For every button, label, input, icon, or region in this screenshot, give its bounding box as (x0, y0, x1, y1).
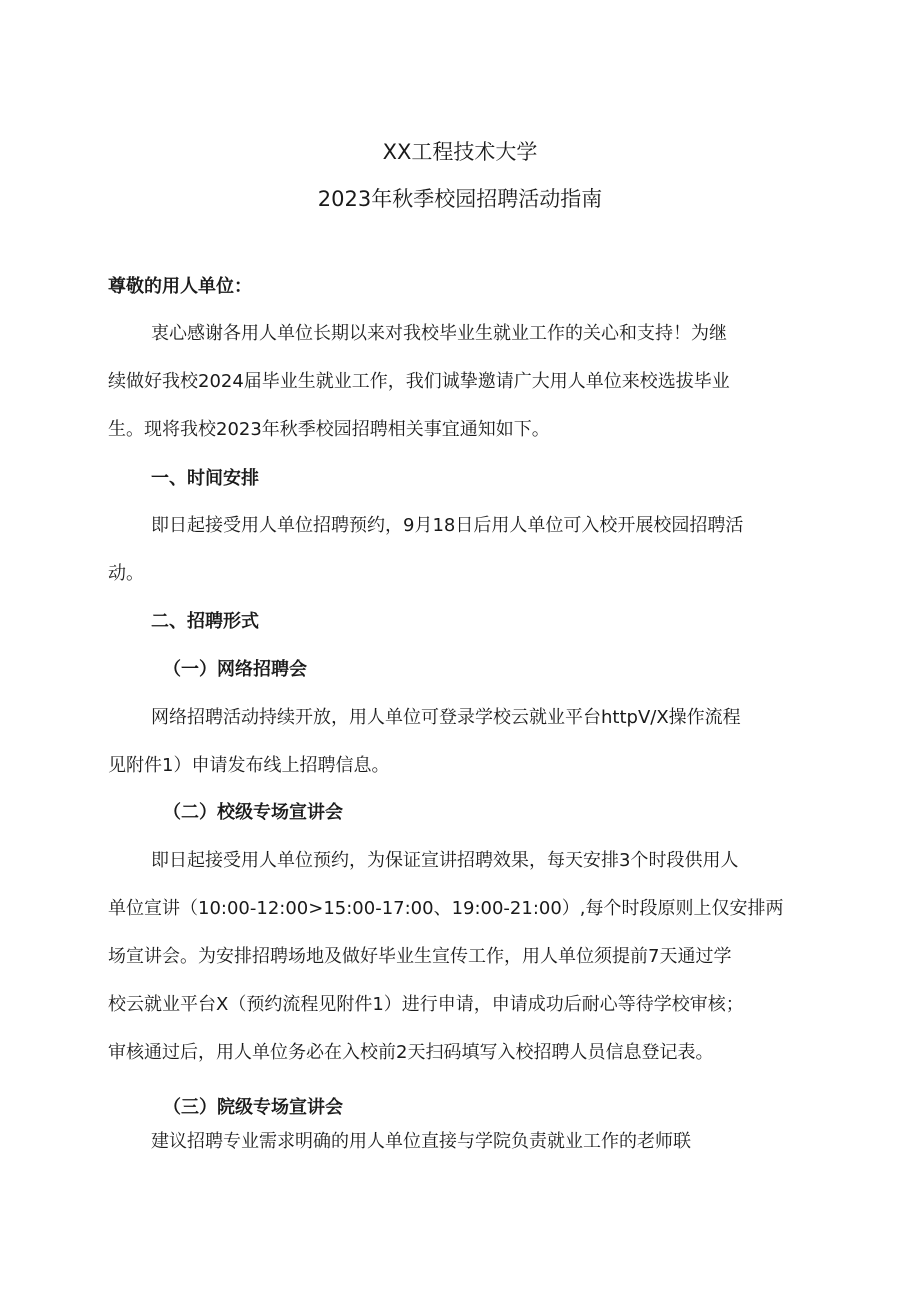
school-presentation-line: 即日起接受用人单位预约，为保证宣讲招聘效果，每天安排3个时段供用人 (151, 850, 739, 871)
subsection-heading-school-presentation: （二）校级专场宣讲会 (163, 802, 343, 823)
school-presentation-line: 单位宣讲（10:00-12:00>15:00-17:00、19:00-21:00）,每个时段原则上仅安排两 (108, 898, 784, 919)
college-presentation-line: 建议招聘专业需求明确的用人单位直接与学院负责就业工作的老师联 (151, 1131, 691, 1152)
school-presentation-line: 校云就业平台X（预约流程见附件1）进行申请，申请成功后耐心等待学校审核； (108, 994, 744, 1015)
subsection-heading-online-fair: （一）网络招聘会 (163, 659, 307, 680)
document-title-guide: 2023年秋季校园招聘活动指南 (317, 187, 603, 211)
subsection-heading-college-presentation: （三）院级专场宣讲会 (163, 1097, 343, 1118)
online-fair-line: 网络招聘活动持续开放，用人单位可登录学校云就业平台httpV/X操作流程 (151, 707, 741, 728)
school-presentation-line: 场宣讲会。为安排招聘场地及做好毕业生宣传工作，用人单位须提前7天通过学 (108, 946, 732, 967)
section-heading-recruitment-forms: 二、招聘形式 (151, 611, 259, 632)
intro-line: 续做好我校2024届毕业生就业工作，我们诚挚邀请广大用人单位来校选拔毕业 (108, 371, 730, 392)
schedule-line: 动。 (108, 563, 144, 584)
online-fair-line: 见附件1）申请发布线上招聘信息。 (108, 755, 390, 776)
section-heading-schedule: 一、时间安排 (151, 468, 259, 489)
schedule-line: 即日起接受用人单位招聘预约，9月18日后用人单位可入校开展校园招聘活 (151, 515, 744, 536)
intro-line: 衷心感谢各用人单位长期以来对我校毕业生就业工作的关心和支持！为继 (151, 323, 727, 344)
document-title-university: XX工程技术大学 (382, 140, 538, 164)
school-presentation-line: 审核通过后，用人单位务必在入校前2天扫码填写入校招聘人员信息登记表。 (108, 1042, 714, 1063)
salutation: 尊敬的用人单位： (108, 276, 252, 297)
intro-line: 生。现将我校2023年秋季校园招聘相关事宜通知如下。 (108, 419, 550, 440)
